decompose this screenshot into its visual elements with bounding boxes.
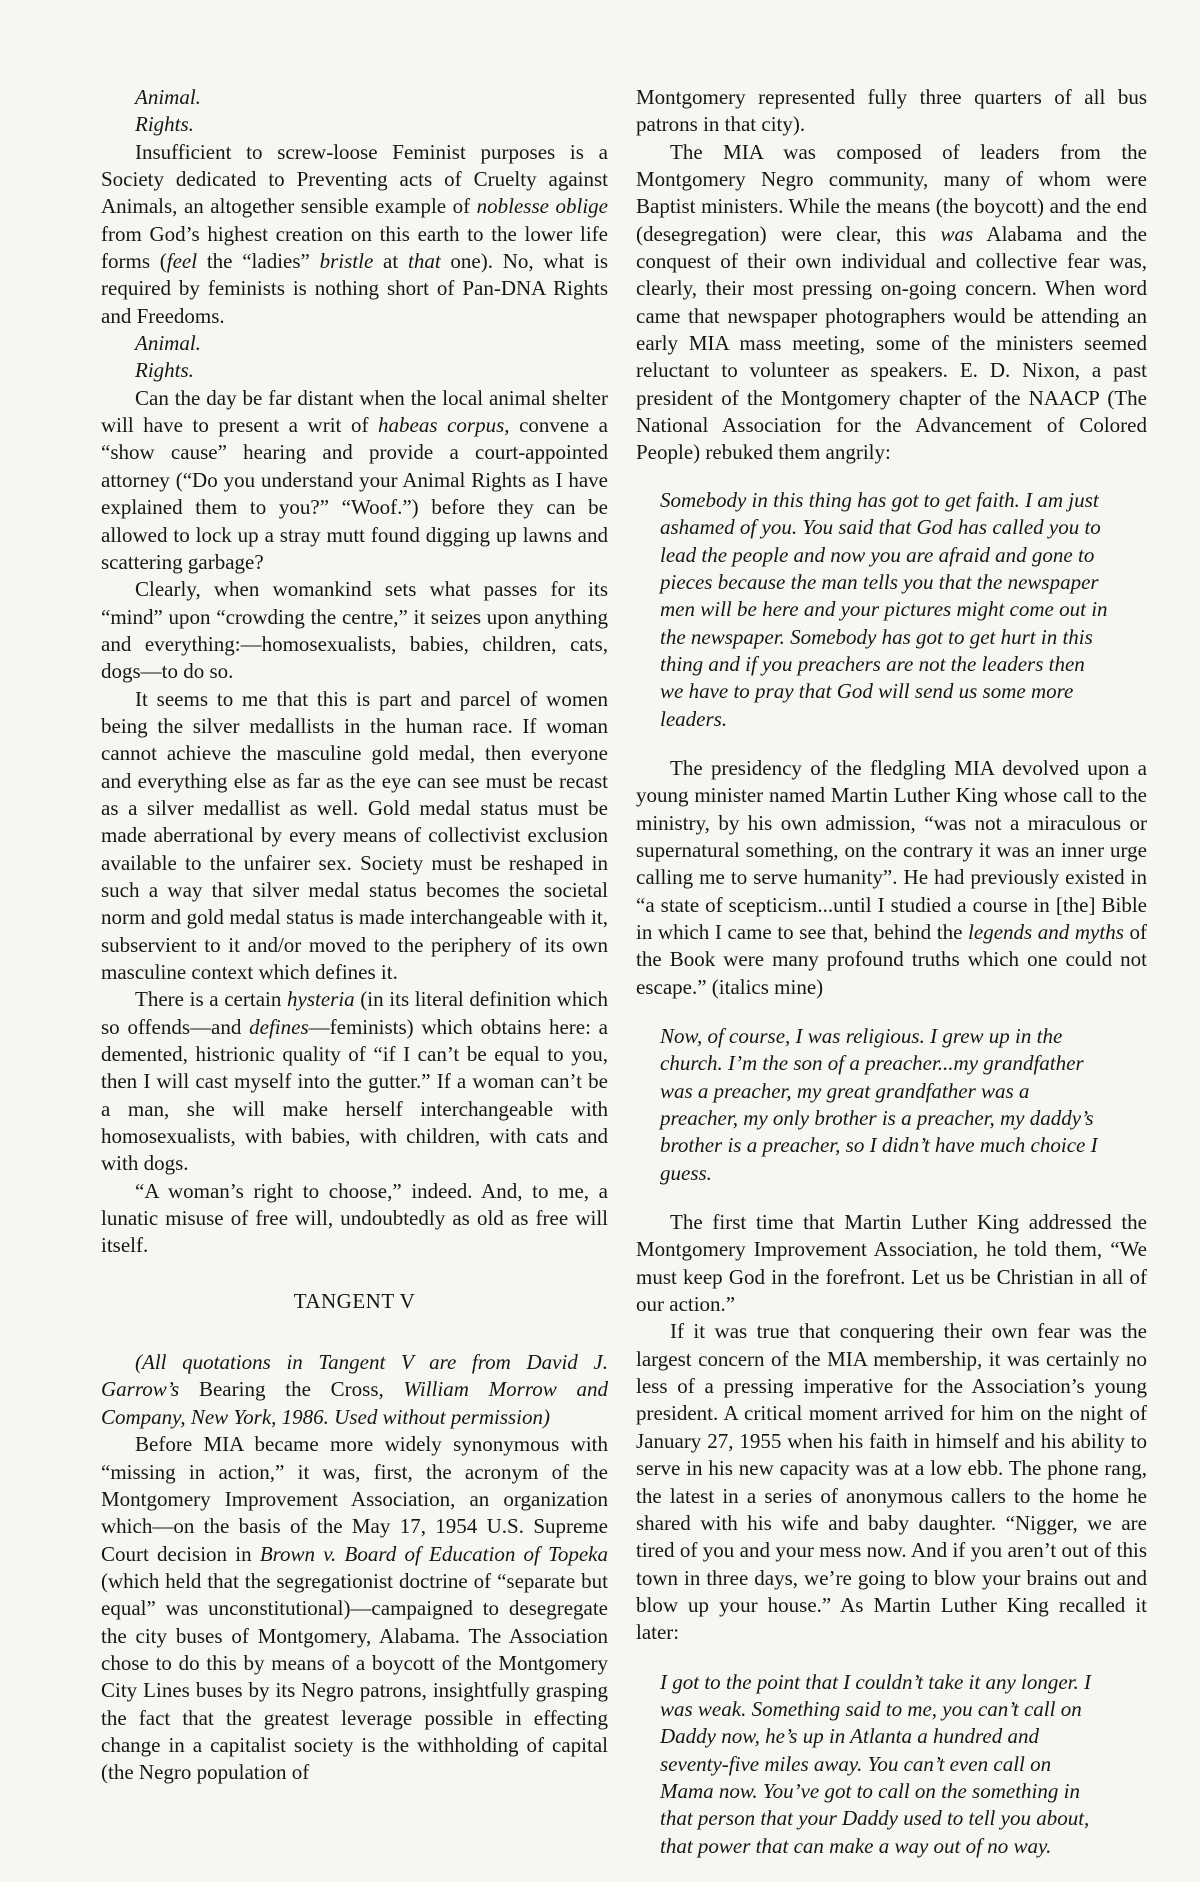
paragraph: The MIA was composed of leaders from the Montgomery Negro community, many of whom were Baptist ministers. While the means (the boycott) and the end (desegregation) were clear, this was Alabama and the conquest of their own individual and collective fear was, clearly, their most pressing on-going concern. When word came that newspaper photographers would be attending an early MIA mass meeting, some of the ministers seemed reluctant to volunteer as speakers. E. D. Nixon, a past president of the Montgomery chapter of the NAACP (The National Association for the Advancement of Colored People) rebuked them angrily: xyxy=(636,139,1147,465)
right-column xyxy=(636,84,1147,1882)
block-quote: I got to the point that I couldn’t take it any longer. I was weak. Something said to me, you can’t call on Daddy now, he’s up in Atlanta a hundred and seventy-five miles away. You can’t even call on Mama now. You’ve got to call on the something in that person that your Daddy used to tell you about, that power that can make a way out of no way. xyxy=(660,1669,1092,1858)
paragraph: If it was true that conquering their own fear was the largest concern of the MIA membership, it was certainly no less of a pressing imperative for the Association’s young president. A critical moment arrived for him on the night of January 27, 1955 when his faith in himself and his ability to serve in his new capacity was at a low ebb. The phone rang, the latest in a series of anonymous callers to the home he shared with his wife and baby daughter. “Nigger, we are tired of you and your mess now. And if you aren’t out of this town in three days, we’re going to blow your brains out and blow up your house.” As Martin Luther King recalled it later: xyxy=(636,1319,1147,1645)
paragraph: The presidency of the fledgling MIA devolved upon a young minister named Martin Luther King whose call to the ministry, by his own admission, “was not a miraculous or supernatural something, on the contrary it was an inner urge calling me to serve humanity”. He had previously existed in “a state of scepticism...until I studied a course in [the] Bible in which I came to see that, behind the legends and myths of the Book were many profound truths which one could not escape.” (italics mine) xyxy=(636,755,1147,999)
paragraph: Insufficient to screw-loose Feminist purposes is a Society dedicated to Preventing acts of Cruelty against Animals, an altogether sensible example of noblesse oblige from God’s highest creation on this earth to the lower life forms (feel the “ladies” bristle at that one). No, what is required by feminists is nothing short of Pan-DNA Rights and Freedoms. xyxy=(101,139,609,328)
paragraph: Can the day be far distant when the local animal shelter will have to present a writ of habeas corpus, convene a “show cause” hearing and provide a court-appointed attorney (“Do you understand your Animal Rights as I have explained them to you?” “Woof.”) before they can be allowed to lock up a stray mutt found digging up lawns and scattering garbage? xyxy=(101,385,608,574)
section-heading: TANGENT V xyxy=(293,1288,416,1313)
paragraph: It seems to me that this is part and parcel of women being the silver medallists in the human race. If woman cannot achieve the masculine gold medal, then everyone and everything else as far as the eye can see must be recast as a silver medallist as well. Gold medal status must be made aberrational by every means of collectivist exclusion available to the unfairer sex. Society must be reshaped in such a way that silver medal status becomes the societal norm and gold medal status is made interchangeable with it, subservient to it and/or moved to the periphery of its own masculine context which defines it. xyxy=(101,686,608,984)
left-column xyxy=(101,84,608,1787)
animal-line: Animal. xyxy=(135,85,201,109)
paragraph: There is a certain hysteria (in its literal definition which so offends—and defines—feminists) which obtains here: a demented, histrionic quality of “if I can’t be equal to you, then I will cast myself into the gutter.” If a woman can’t be a man, she will make herself interchangeable with homosexualists, with babies, with children, with cats and with dogs. xyxy=(101,987,609,1176)
paragraph: “A woman’s right to choose,” indeed. And, to me, a lunatic misuse of free will, undoubtedly as old as free will itself. xyxy=(101,1178,608,1258)
paragraph: Clearly, when womankind sets what passes for its “mind” upon “crowding the centre,” it seizes upon anything and everything:—homosexualists, babies, children, cats, dogs—to do so. xyxy=(101,577,608,684)
block-quote: Somebody in this thing has got to get faith. I am just ashamed of you. You said that God has called you to lead the people and now you are afraid and gone to pieces because the man tells you that the newspaper men will be here and your pictures might come out in the newspaper. Somebody has got to get hurt in this thing and if you preachers are not the leaders then we have to pray that God will send us some more leaders. xyxy=(660,487,1108,731)
paragraph: Before MIA became more widely synonymous with “missing in action,” it was, first, the acronym of the Montgomery Improvement Association, an organization which—on the basis of the May 17, 1954 U.S. Supreme Court decision in Brown v. Board of Education of Topeka (which held that the segregationist doctrine of “separate but equal” was unconstitutional)—campaigned to desegregate the city buses of Montgomery, Alabama. The Association chose to do this by means of a boycott of the Montgomery City Lines buses by its Negro patrons, insightfully grasping the fact that the greatest leverage possible in effecting change in a capitalist society is the withholding of capital (the Negro population of xyxy=(101,1432,609,1785)
source-note: (All quotations in Tangent V are from David J. Garrow’s Bearing the Cross, William Morrow and Company, New York, 1986. Used without permission) xyxy=(101,1350,608,1429)
rights-line: Rights. xyxy=(135,358,194,383)
paragraph: The first time that Martin Luther King addressed the Montgomery Improvement Association, he told them, “We must keep God in the forefront. Let us be Christian in all of our action.” xyxy=(636,1210,1147,1317)
animal-line: Animal. xyxy=(135,331,201,356)
block-quote: Now, of course, I was religious. I grew up in the church. I’m the son of a preacher...my grandfather was a preacher, my great grandfather was a preacher, my only brother is a preacher, my daddy’s brother is a preacher, so I didn’t have much choice I guess. xyxy=(660,1024,1098,1185)
paragraph: Montgomery represented fully three quarters of all bus patrons in that city). xyxy=(636,85,1147,137)
rights-line: Rights. xyxy=(135,112,194,137)
